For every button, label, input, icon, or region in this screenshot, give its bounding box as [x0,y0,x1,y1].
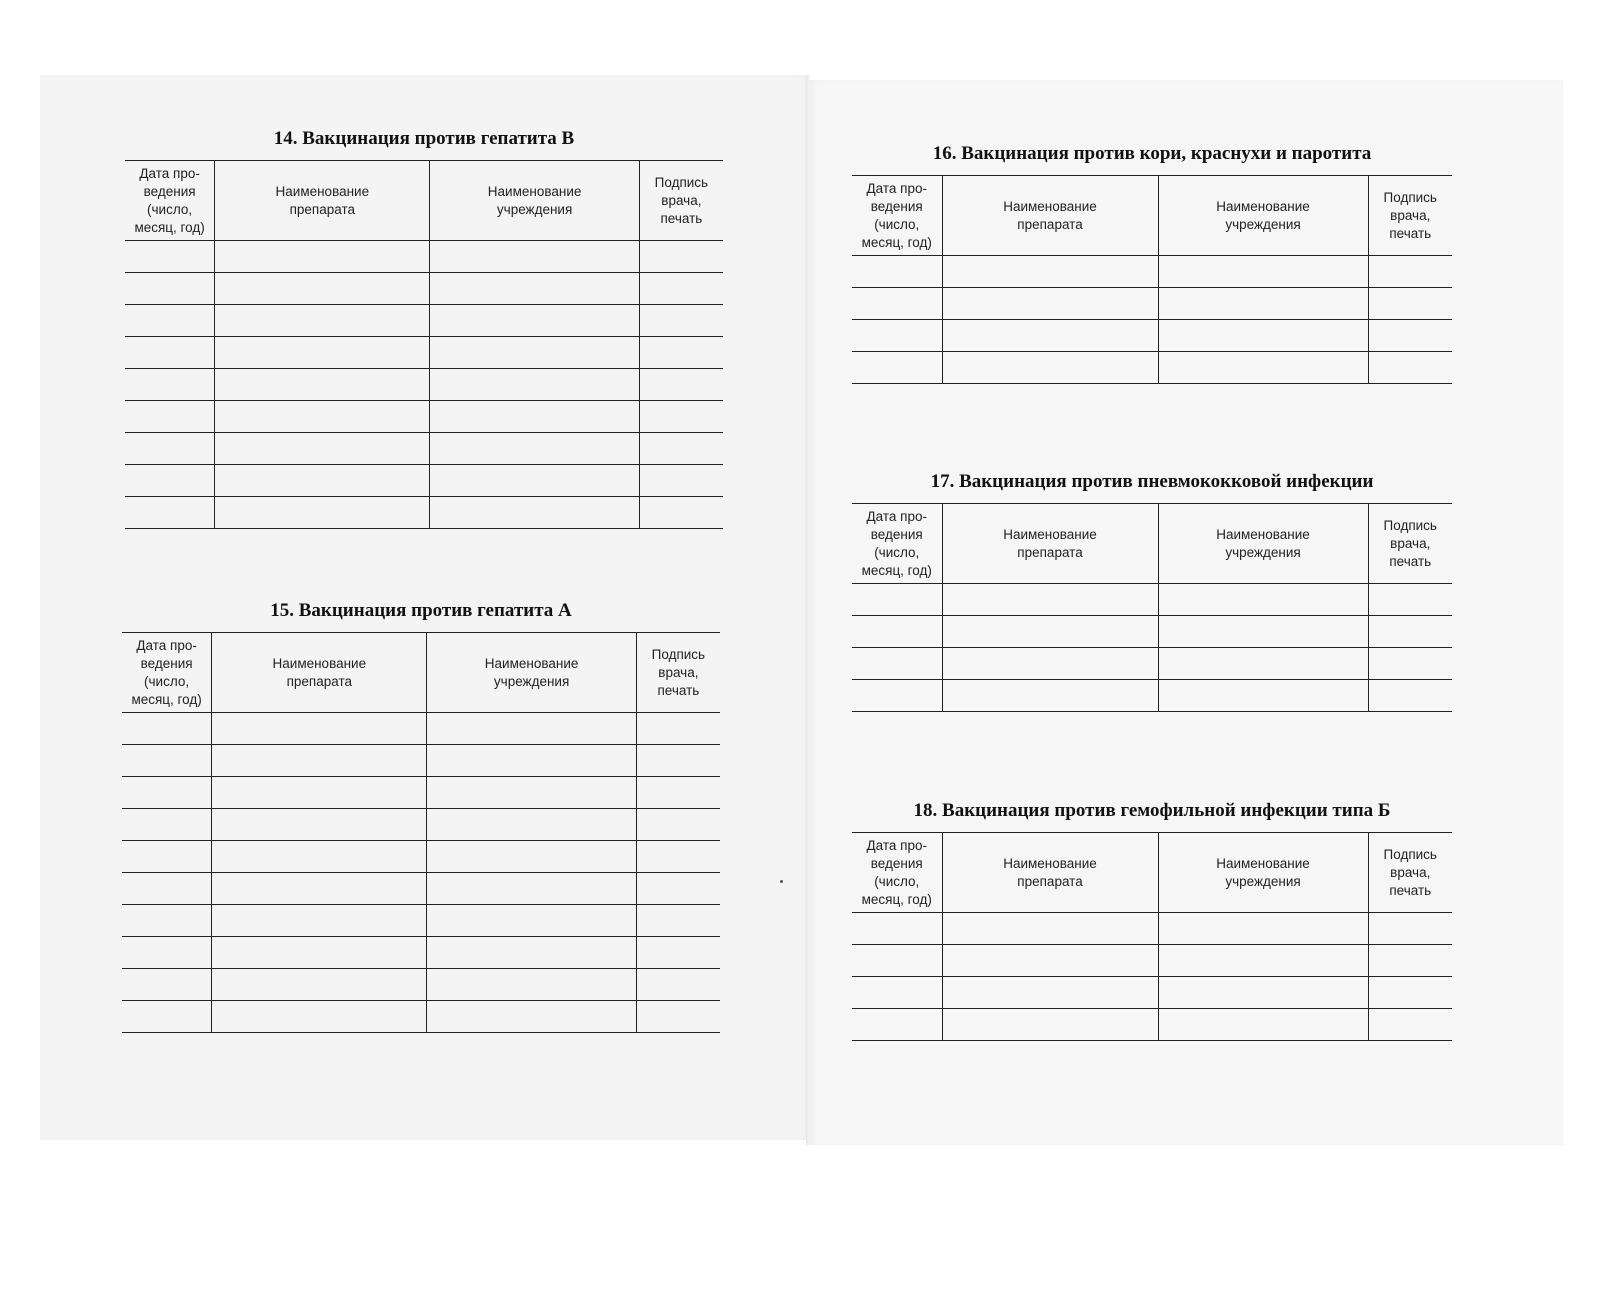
table-row [122,713,720,745]
signature-cell[interactable] [639,369,723,401]
preparation-cell[interactable] [215,433,430,465]
table-row [125,241,723,273]
date-cell[interactable] [122,1001,212,1033]
signature-cell[interactable] [639,465,723,497]
table-row [125,465,723,497]
date-cell[interactable] [122,969,212,1001]
preparation-cell[interactable] [942,913,1158,945]
institution-cell[interactable] [427,1001,636,1033]
date-cell[interactable] [852,288,942,320]
date-cell[interactable] [125,497,215,529]
date-cell[interactable] [852,680,942,712]
date-cell[interactable] [852,256,942,288]
date-cell[interactable] [852,913,942,945]
table-row [122,777,720,809]
table-row [852,977,1452,1009]
header-institution: Наименование учреждения [430,161,639,241]
header-preparation: Наименование препарата [212,633,427,713]
section-title: 14. Вакцинация против гепатита В [273,128,575,149]
signature-cell[interactable] [639,241,723,273]
date-cell[interactable] [122,777,212,809]
preparation-cell[interactable] [215,305,430,337]
table-row [852,320,1452,352]
signature-cell[interactable] [636,777,720,809]
table-row [122,873,720,905]
date-cell[interactable] [122,905,212,937]
table-row [122,809,720,841]
institution-cell[interactable] [1158,1009,1368,1041]
institution-cell[interactable] [1158,352,1368,384]
preparation-cell[interactable] [942,945,1158,977]
preparation-cell[interactable] [212,809,427,841]
preparation-cell[interactable] [212,937,427,969]
table-row [125,433,723,465]
header-signature: Подпись врача, печать [636,633,720,713]
table-header-row [852,833,1452,913]
table-row [852,913,1452,945]
preparation-cell[interactable] [215,273,430,305]
date-cell[interactable] [122,745,212,777]
date-cell[interactable] [122,809,212,841]
preparation-cell[interactable] [942,977,1158,1009]
date-cell[interactable] [125,305,215,337]
preparation-cell[interactable] [942,320,1158,352]
table-header-row [125,161,723,241]
preparation-cell[interactable] [942,256,1158,288]
header-preparation: Наименование препарата [942,833,1158,913]
table-row [852,616,1452,648]
header-date: Дата про- ведения (число, месяц, год) [852,504,942,584]
institution-cell[interactable] [427,745,636,777]
date-cell[interactable] [125,401,215,433]
institution-cell[interactable] [1158,584,1368,616]
date-cell[interactable] [125,337,215,369]
vaccination-table [852,175,1452,384]
institution-cell[interactable] [1158,977,1368,1009]
preparation-cell[interactable] [215,497,430,529]
signature-cell[interactable] [636,969,720,1001]
table-row [852,648,1452,680]
table-row [852,288,1452,320]
vaccination-table [125,160,723,529]
date-cell[interactable] [125,433,215,465]
date-cell[interactable] [852,320,942,352]
preparation-cell[interactable] [212,969,427,1001]
date-cell[interactable] [125,273,215,305]
signature-cell[interactable] [1368,945,1452,977]
date-cell[interactable] [852,352,942,384]
preparation-cell[interactable] [212,873,427,905]
section-hepatitis-a [122,600,720,1033]
date-cell[interactable] [852,584,942,616]
signature-cell[interactable] [636,713,720,745]
header-signature: Подпись врача, печать [639,161,723,241]
preparation-cell[interactable] [212,1001,427,1033]
signature-cell[interactable] [1368,584,1452,616]
table-row [852,352,1452,384]
signature-cell[interactable] [639,497,723,529]
preparation-cell[interactable] [942,680,1158,712]
institution-cell[interactable] [427,937,636,969]
signature-cell[interactable] [636,873,720,905]
table-row [122,841,720,873]
institution-cell[interactable] [430,273,639,305]
header-date: Дата про- ведения (число, месяц, год) [852,833,942,913]
institution-cell[interactable] [430,433,639,465]
preparation-cell[interactable] [942,352,1158,384]
vaccination-table [122,632,720,1033]
table-row [122,937,720,969]
table-row [852,945,1452,977]
date-cell[interactable] [125,465,215,497]
signature-cell[interactable] [639,337,723,369]
preparation-cell[interactable] [212,905,427,937]
date-cell[interactable] [122,937,212,969]
header-signature: Подпись врача, печать [1368,176,1452,256]
signature-cell[interactable] [1368,648,1452,680]
table-row [122,905,720,937]
date-cell[interactable] [852,616,942,648]
date-cell[interactable] [125,241,215,273]
preparation-cell[interactable] [212,745,427,777]
table-row [125,337,723,369]
table-row [125,273,723,305]
table-row [122,745,720,777]
institution-cell[interactable] [430,401,639,433]
section-title: 16. Вакцинация против кори, краснухи и паротита [932,143,1372,164]
preparation-cell[interactable] [942,288,1158,320]
section-measles-rubella-mumps [852,143,1452,384]
section-title: 18. Вакцинация против гемофильной инфекции типа Б [913,800,1391,821]
section-title: 17. Вакцинация против пневмококковой инфекции [930,471,1374,492]
header-institution: Наименование учреждения [1158,833,1368,913]
preparation-cell[interactable] [215,401,430,433]
institution-cell[interactable] [1158,680,1368,712]
preparation-cell[interactable] [942,1009,1158,1041]
institution-cell[interactable] [427,777,636,809]
institution-cell[interactable] [1158,320,1368,352]
header-signature: Подпись врача, печать [1368,504,1452,584]
date-cell[interactable] [122,841,212,873]
header-institution: Наименование учреждения [427,633,636,713]
signature-cell[interactable] [636,745,720,777]
institution-cell[interactable] [430,305,639,337]
signature-cell[interactable] [1368,913,1452,945]
institution-cell[interactable] [427,809,636,841]
center-mark [780,880,783,883]
preparation-cell[interactable] [942,616,1158,648]
preparation-cell[interactable] [942,584,1158,616]
header-institution: Наименование учреждения [1158,504,1368,584]
table-row [125,369,723,401]
table-body [125,241,723,529]
institution-cell[interactable] [1158,913,1368,945]
header-preparation: Наименование препарата [215,161,430,241]
institution-cell[interactable] [1158,288,1368,320]
header-signature: Подпись врача, печать [1368,833,1452,913]
signature-cell[interactable] [1368,256,1452,288]
institution-cell[interactable] [430,241,639,273]
preparation-cell[interactable] [215,337,430,369]
institution-cell[interactable] [430,465,639,497]
date-cell[interactable] [122,713,212,745]
vaccination-table [852,832,1452,1041]
section-pneumococcal [852,471,1452,712]
signature-cell[interactable] [639,433,723,465]
institution-cell[interactable] [427,713,636,745]
table-row [852,584,1452,616]
institution-cell[interactable] [427,905,636,937]
header-date: Дата про- ведения (число, месяц, год) [125,161,215,241]
preparation-cell[interactable] [215,241,430,273]
signature-cell[interactable] [636,937,720,969]
institution-cell[interactable] [427,841,636,873]
vaccination-table [852,503,1452,712]
table-row [125,401,723,433]
date-cell[interactable] [852,648,942,680]
date-cell[interactable] [122,873,212,905]
institution-cell[interactable] [1158,616,1368,648]
institution-cell[interactable] [430,369,639,401]
table-body [852,584,1452,712]
signature-cell[interactable] [639,401,723,433]
table-header-row [852,504,1452,584]
signature-cell[interactable] [1368,352,1452,384]
table-row [122,1001,720,1033]
institution-cell[interactable] [430,337,639,369]
preparation-cell[interactable] [942,648,1158,680]
date-cell[interactable] [852,945,942,977]
institution-cell[interactable] [1158,945,1368,977]
table-row [122,969,720,1001]
table-row [125,305,723,337]
table-body [852,256,1452,384]
preparation-cell[interactable] [215,369,430,401]
table-row [852,680,1452,712]
header-preparation: Наименование препарата [942,504,1158,584]
signature-cell[interactable] [1368,680,1452,712]
table-header-row [852,176,1452,256]
institution-cell[interactable] [427,969,636,1001]
signature-cell[interactable] [636,905,720,937]
signature-cell[interactable] [1368,616,1452,648]
table-row [125,497,723,529]
signature-cell[interactable] [1368,1009,1452,1041]
book-spine [806,75,810,1145]
signature-cell[interactable] [636,1001,720,1033]
institution-cell[interactable] [1158,648,1368,680]
date-cell[interactable] [852,977,942,1009]
signature-cell[interactable] [639,273,723,305]
signature-cell[interactable] [1368,288,1452,320]
institution-cell[interactable] [430,497,639,529]
section-title: 15. Вакцинация против гепатита А [270,600,572,621]
table-header-row [122,633,720,713]
institution-cell[interactable] [427,873,636,905]
preparation-cell[interactable] [215,465,430,497]
table-row [852,1009,1452,1041]
signature-cell[interactable] [639,305,723,337]
table-body [122,713,720,1033]
preparation-cell[interactable] [212,841,427,873]
header-preparation: Наименование препарата [942,176,1158,256]
signature-cell[interactable] [1368,977,1452,1009]
signature-cell[interactable] [636,841,720,873]
date-cell[interactable] [125,369,215,401]
signature-cell[interactable] [636,809,720,841]
date-cell[interactable] [852,1009,942,1041]
table-row [852,256,1452,288]
preparation-cell[interactable] [212,777,427,809]
section-hepatitis-b [125,128,723,529]
institution-cell[interactable] [1158,256,1368,288]
header-date: Дата про- ведения (число, месяц, год) [852,176,942,256]
header-date: Дата про- ведения (число, месяц, год) [122,633,212,713]
signature-cell[interactable] [1368,320,1452,352]
header-institution: Наименование учреждения [1158,176,1368,256]
section-haemophilus-b [852,800,1452,1041]
preparation-cell[interactable] [212,713,427,745]
table-body [852,913,1452,1041]
